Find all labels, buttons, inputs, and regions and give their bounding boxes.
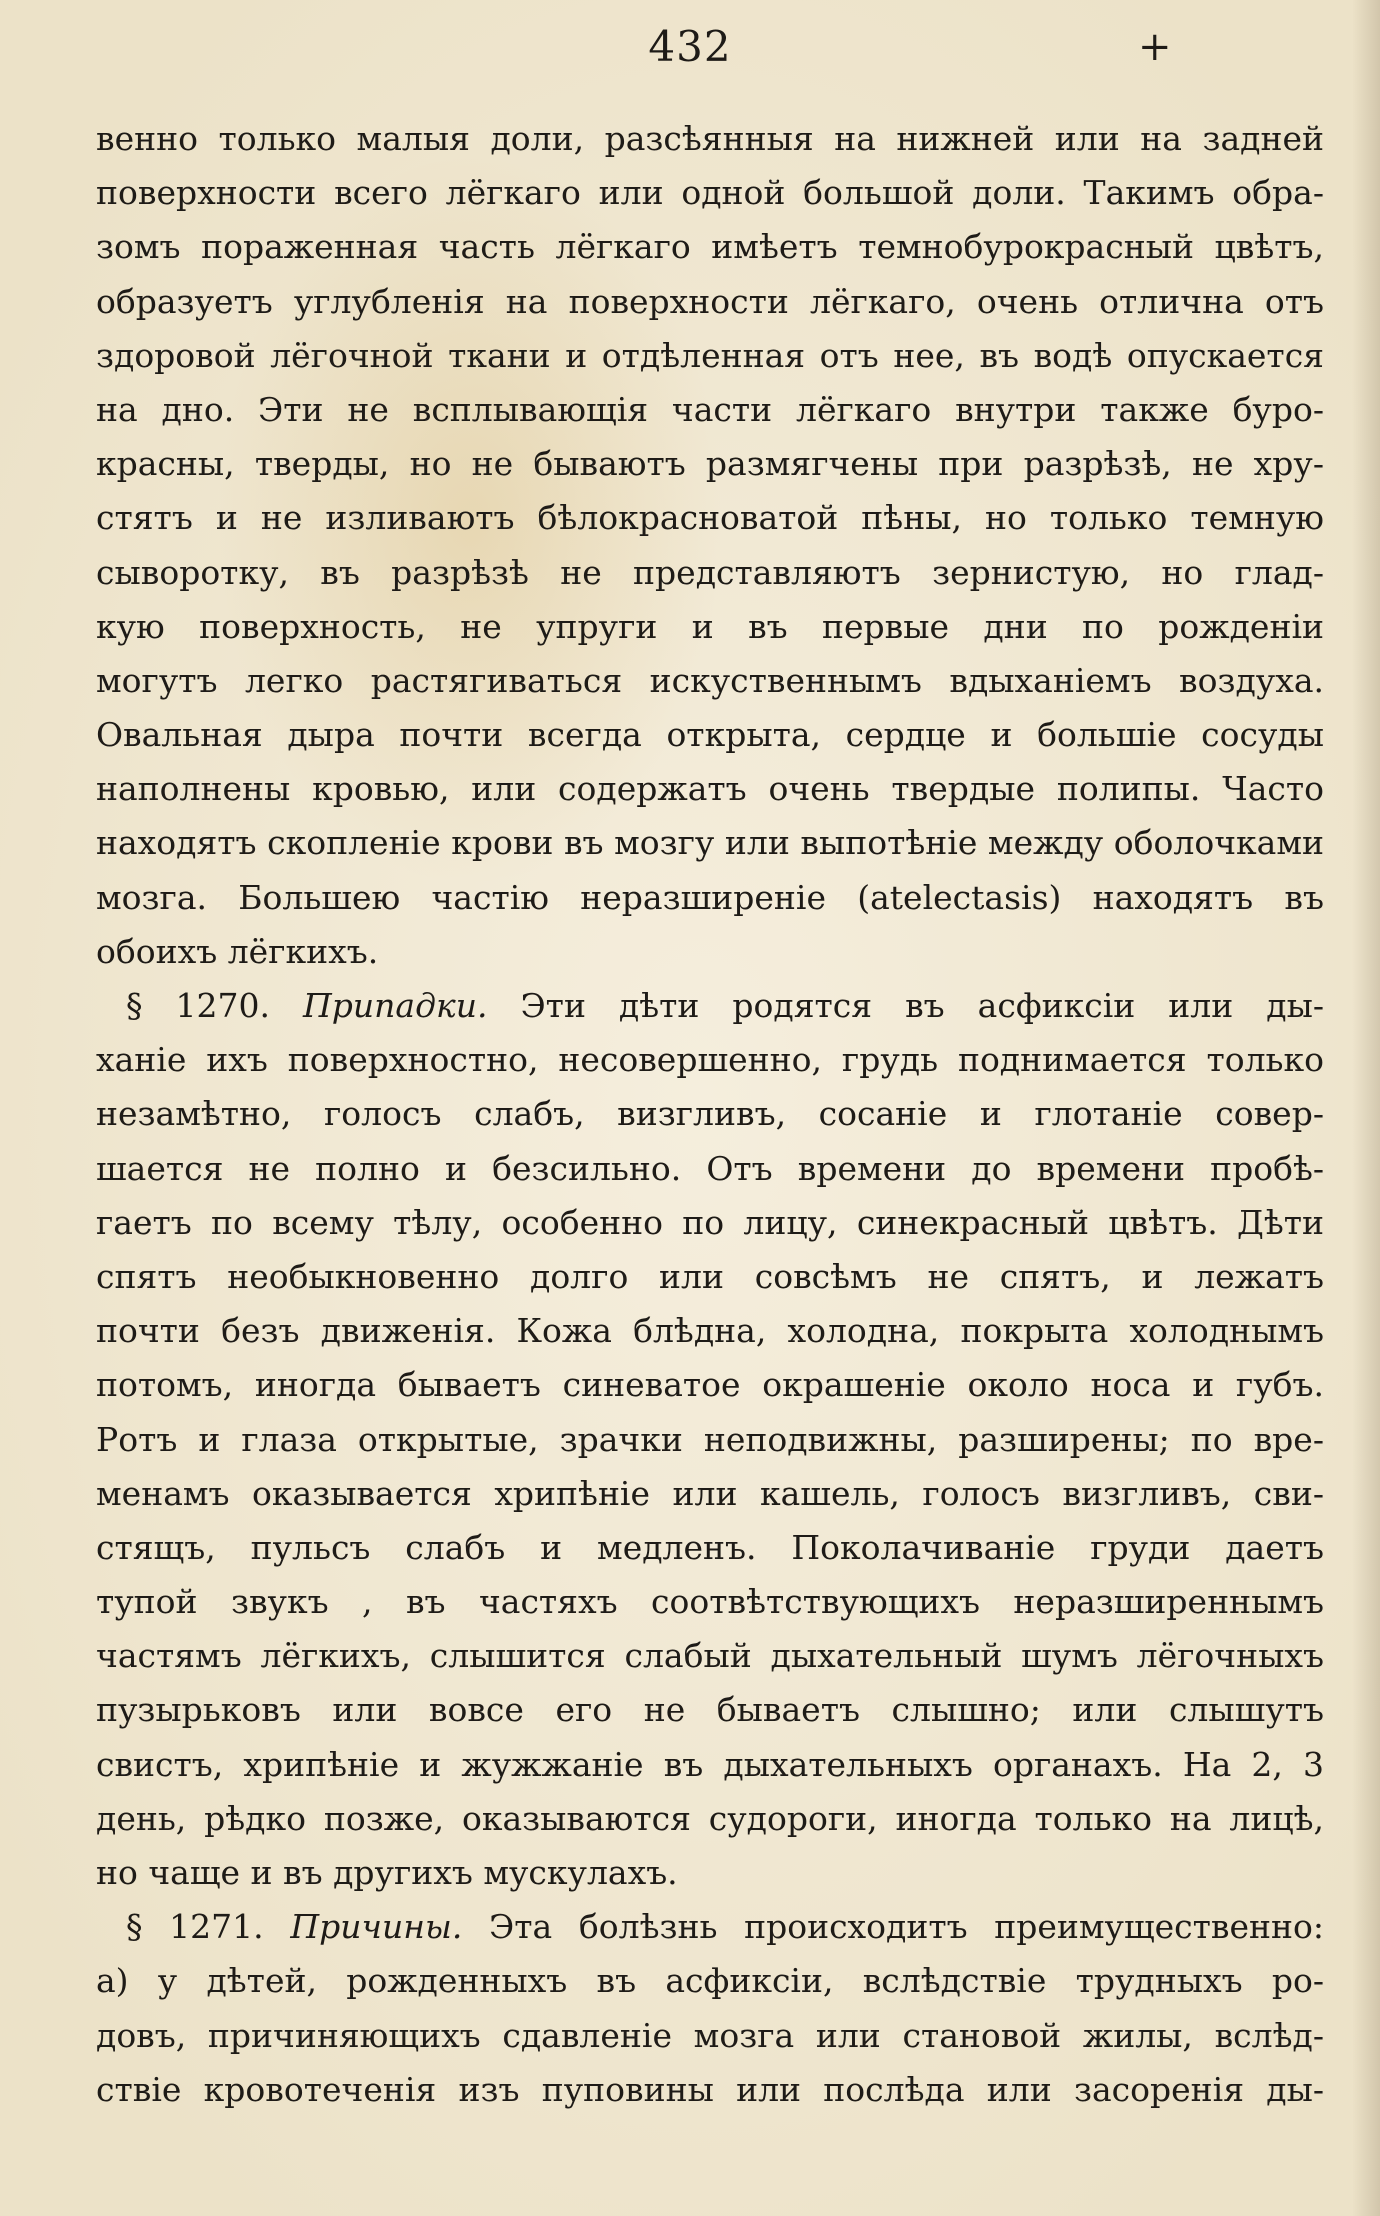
line-text: незамѣтно, голосъ слабъ, визгливъ, сосаніе и глотаніе совер- [96,1094,1324,1134]
line-text: ханіе ихъ поверхностно, несовершенно, грудь поднимается только [96,1040,1324,1080]
line-text: находятъ скопленіе крови въ мозгу или выпотѣніе между оболочками [96,823,1324,863]
text-line [96,1033,1324,1087]
text-line [96,1683,1324,1737]
line-text: ствіе кровотеченія изъ пуповины или послѣда или засоренія ды- [96,2069,1324,2109]
text-line [96,708,1324,762]
page-number: 432 [648,22,732,71]
line-text: Эта болѣзнь происходитъ преимущественно: [489,1907,1324,1947]
text-line [96,166,1324,220]
text-line [96,1738,1324,1792]
text-line [96,600,1324,654]
text-line [96,1629,1324,1683]
text-line [96,1575,1324,1629]
line-text: свистъ, хрипѣніе и жужжаніе въ дыхательныхъ органахъ. На 2, 3 [96,1744,1324,1784]
text-line [96,871,1324,925]
line-text: пузырьковъ или вовсе его не бываетъ слышно; или слышутъ [96,1690,1324,1730]
text-line [96,1413,1324,1467]
line-text: на дно. Эти не всплывающія части лёгкаго внутри также буро- [96,389,1324,429]
line-text: частямъ лёгкихъ, слышится слабый дыхательный шумъ лёгочныхъ [96,1636,1324,1676]
text-line [96,275,1324,329]
text-line [96,383,1324,437]
text-line [96,1792,1324,1846]
line-text: но чаще и въ другихъ мускулахъ. [96,1853,678,1892]
line-text: менамъ оказывается хрипѣніе или кашель, голосъ визгливъ, сви- [96,1473,1324,1513]
page-header [0,22,1380,92]
corner-mark: + [1138,24,1172,70]
section-heading-line [96,979,1324,1033]
section-title: Причины. [290,1907,463,1947]
text-line [96,112,1324,166]
text-line [96,654,1324,708]
line-text: зомъ пораженная часть лёгкаго имѣетъ темнобурокрасный цвѣтъ, [96,227,1324,267]
text-line [96,925,1324,979]
line-text: шается не полно и безсильно. Отъ времени до времени пробѣ- [96,1148,1324,1188]
line-text: сыворотку, въ разрѣзѣ не представляютъ зернистую, но глад- [96,552,1324,592]
text-line [96,1250,1324,1304]
line-text: гаетъ по всему тѣлу, особенно по лицу, синекрасный цвѣтъ. Дѣти [96,1202,1324,1242]
line-text: стящъ, пульсъ слабъ и медленъ. Поколачиваніе груди даетъ [96,1527,1324,1567]
line-text: Овальная дыра почти всегда открыта, сердце и большіе сосуды [96,715,1324,755]
line-text: поверхности всего лёгкаго или одной большой доли. Такимъ обра- [96,173,1324,213]
line-text: Ротъ и глаза открытые, зрачки неподвижны, разширены; по вре- [96,1419,1324,1459]
text-line [96,1087,1324,1141]
line-text: венно только малыя доли, разсѣянныя на нижней или на задней [96,119,1324,158]
line-text: обоихъ лёгкихъ. [96,931,379,971]
text-line [96,546,1324,600]
section-number: § 1271. [126,1907,264,1947]
section-title: Припадки. [302,986,488,1025]
line-text: мозга. Большею частію неразширеніе (atelectasis) находятъ въ [96,877,1324,917]
line-text: кую поверхность, не упруги и въ первые дни по рожденіи [96,606,1324,646]
text-line [96,437,1324,491]
text-line [96,2009,1324,2063]
line-text: спятъ необыкновенно долго или совсѣмъ не спятъ, и лежатъ [96,1256,1324,1296]
text-line [96,329,1324,383]
line-text: Эти дѣти родятся въ асфиксіи или ды- [520,986,1324,1025]
text-line [96,2063,1324,2117]
text-line [96,1196,1324,1250]
line-text: почти безъ движенія. Кожа блѣдна, холодна, покрыта холоднымъ [96,1311,1324,1351]
line-text: здоровой лёгочной ткани и отдѣленная отъ нее, въ водѣ опускается [96,335,1324,375]
line-text: образуетъ углубленія на поверхности лёгкаго, очень отлична отъ [96,281,1324,321]
text-line [96,220,1324,274]
section-number: § 1270. [126,986,270,1025]
page-edge-shadow [1352,0,1380,2216]
line-text: потомъ, иногда бываетъ синеватое окрашеніе около носа и губъ. [96,1365,1324,1405]
section-heading-line [96,1900,1324,1954]
text-line [96,1304,1324,1358]
text-line [96,1467,1324,1521]
line-text: наполнены кровью, или содержатъ очень твердые полипы. Часто [96,769,1324,809]
line-text: а) у дѣтей, рожденныхъ въ асфиксіи, вслѣдствіе трудныхъ ро- [96,1961,1324,2001]
line-text: красны, тверды, но не бываютъ размягчены при разрѣзѣ, не хру- [96,444,1324,484]
text-line [96,1846,1324,1900]
body-text [96,112,1324,2117]
text-line [96,816,1324,870]
text-line [96,1954,1324,2008]
text-line [96,1142,1324,1196]
text-line [96,491,1324,545]
line-text: тупой звукъ , въ частяхъ соотвѣтствующихъ неразширеннымъ [96,1582,1324,1622]
line-text: стятъ и не изливаютъ бѣлокрасноватой пѣны, но только темную [96,498,1324,538]
text-line [96,762,1324,816]
line-text: день, рѣдко позже, оказываются судороги, иногда только на лицѣ, [96,1798,1324,1838]
line-text: довъ, причиняющихъ сдавленіе мозга или становой жилы, вслѣд- [96,2015,1324,2055]
text-line [96,1358,1324,1412]
text-line [96,1521,1324,1575]
line-text: могутъ легко растягиваться искуственнымъ вдыханіемъ воздуха. [96,660,1324,700]
